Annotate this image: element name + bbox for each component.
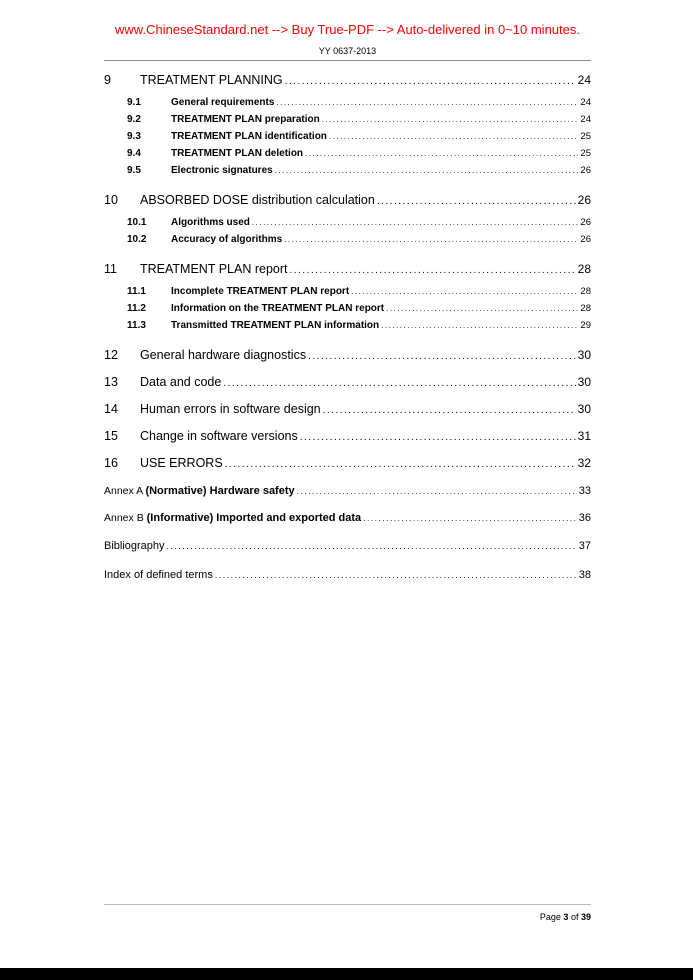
toc-leader-dots — [308, 351, 576, 363]
toc-leader-dots — [290, 265, 576, 277]
toc-entry — [104, 375, 591, 390]
toc-entry — [127, 303, 591, 315]
toc-entry — [127, 165, 591, 177]
toc-entry-title: ABSORBED DOSE distribution calculation — [140, 193, 375, 207]
toc-entry — [127, 114, 591, 126]
toc-leader-dots — [297, 486, 577, 496]
toc-leader-dots — [351, 287, 578, 297]
toc-entry-number: 9.5 — [127, 165, 141, 176]
of-word: of — [570, 912, 579, 922]
toc-entry-number: 12 — [104, 348, 118, 362]
toc-entry — [104, 456, 591, 471]
toc-entry-page: 25 — [580, 131, 591, 142]
toc-entry-page: 25 — [580, 148, 591, 159]
toc-entry-title: Algorithms used — [171, 217, 250, 228]
toc-entry — [127, 217, 591, 229]
toc-entry-page: 30 — [577, 402, 591, 416]
toc-leader-dots — [323, 405, 576, 417]
toc-entry-number: 15 — [104, 429, 118, 443]
toc-entry-page: 28 — [580, 286, 591, 297]
current-page: 3 — [563, 912, 569, 922]
toc-leader-dots — [381, 321, 578, 331]
page-number-indicator — [104, 912, 591, 922]
header-divider — [104, 60, 591, 61]
toc-entry — [127, 148, 591, 160]
toc-leader-dots — [275, 166, 579, 176]
bottom-edge-bar — [0, 968, 693, 980]
toc-entry-prefix: Annex B — [104, 512, 147, 525]
page-word: Page — [539, 912, 561, 922]
toc-entry-number: 9 — [104, 73, 111, 87]
toc-leader-dots — [167, 541, 577, 552]
toc-entry-number: 11.2 — [127, 303, 146, 314]
toc-entry-number: 9.4 — [127, 148, 141, 159]
toc-entry-page: 24 — [580, 114, 591, 125]
toc-entry — [104, 569, 591, 582]
toc-entry-number: 14 — [104, 402, 118, 416]
toc-entry-title: TREATMENT PLAN preparation — [171, 114, 320, 125]
toc-entry-title: Information on the TREATMENT PLAN report — [171, 303, 385, 314]
toc-leader-dots — [284, 235, 578, 245]
toc-entry — [127, 97, 591, 109]
toc-entry-page: 36 — [578, 512, 591, 525]
toc-entry-page: 26 — [580, 165, 591, 176]
toc-entry — [127, 131, 591, 143]
purchase-banner-link[interactable]: www.ChineseStandard.net --> Buy True-PDF --> Auto-delivered in 0~10 minutes. — [115, 22, 580, 37]
document-number: YY 0637-2013 — [318, 46, 377, 56]
toc-entry — [104, 262, 591, 277]
toc-leader-dots — [276, 98, 578, 108]
toc-entry-page: 28 — [577, 262, 591, 276]
toc-entry-number: 10.2 — [127, 234, 147, 245]
toc-entry-number: 10 — [104, 193, 118, 207]
toc-entry-page: 29 — [580, 320, 591, 331]
toc-entry-title: Incomplete TREATMENT PLAN report — [171, 286, 350, 297]
toc-entry-number: 9.1 — [127, 97, 141, 108]
toc-entry-page: 31 — [577, 429, 591, 443]
toc-entry-page: 26 — [580, 217, 591, 228]
toc-entry — [104, 540, 591, 553]
toc-entry — [104, 348, 591, 363]
toc-entry-number: 13 — [104, 375, 118, 389]
toc-leader-dots — [322, 115, 579, 125]
toc-leader-dots — [223, 378, 575, 390]
toc-entry-number: 11.1 — [127, 286, 146, 297]
toc-entry-number: 9.2 — [127, 114, 141, 125]
toc-entry-number: 16 — [104, 456, 118, 470]
toc-entry-title: (Informative) Imported and exported data — [146, 512, 362, 525]
toc-entry — [104, 402, 591, 417]
toc-entry-title: Electronic signatures — [171, 165, 273, 176]
toc-leader-dots — [363, 513, 577, 523]
toc-entry — [104, 429, 591, 444]
toc-entry-title: Human errors in software design — [140, 402, 321, 416]
toc-entry-title: Transmitted TREATMENT PLAN information — [171, 320, 380, 331]
toc-entry-title: General requirements — [171, 97, 275, 108]
toc-entry-page: 26 — [577, 193, 591, 207]
total-pages: 39 — [580, 912, 591, 922]
toc-leader-dots — [300, 432, 576, 444]
toc-entry-title: TREATMENT PLAN report — [140, 262, 288, 276]
toc-entry-page: 33 — [578, 485, 591, 497]
toc-leader-dots — [285, 76, 576, 88]
toc-entry-title: TREATMENT PLANNING — [140, 73, 283, 87]
toc-entry-page: 37 — [578, 540, 591, 553]
toc-entry-number: 10.1 — [127, 217, 147, 228]
toc-entry-page: 24 — [580, 97, 591, 108]
toc-entry-page: 28 — [580, 303, 591, 314]
toc-leader-dots — [329, 132, 579, 142]
toc-entry-number: 11.3 — [127, 320, 146, 331]
toc-entry — [104, 485, 591, 498]
toc-entry — [127, 286, 591, 298]
toc-entry-page: 30 — [577, 375, 591, 389]
toc-entry-title: General hardware diagnostics — [140, 348, 307, 362]
toc-leader-dots — [215, 570, 577, 581]
toc-entry — [104, 512, 591, 525]
toc-entry-title: Change in software versions — [140, 429, 298, 443]
toc-leader-dots — [252, 218, 579, 228]
toc-entry-title: USE ERRORS — [140, 456, 223, 470]
toc-entry — [127, 320, 591, 332]
toc-entry-title: Data and code — [140, 375, 222, 389]
toc-entry-number: 9.3 — [127, 131, 141, 142]
toc-leader-dots — [377, 196, 576, 208]
toc-entry-title: (Normative) Hardware safety — [145, 485, 295, 497]
toc-entry-title: Index of defined terms — [104, 568, 213, 581]
toc-leader-dots — [225, 459, 576, 471]
toc-entry-title: TREATMENT PLAN identification — [171, 131, 327, 142]
toc-entry-page: 26 — [580, 234, 591, 245]
footer-divider — [104, 904, 591, 905]
toc-entry-title: Bibliography — [104, 540, 165, 553]
toc-entry-number: 11 — [104, 262, 117, 276]
toc-entry — [104, 73, 591, 88]
toc-list — [104, 73, 591, 582]
toc-entry-prefix: Annex A — [104, 485, 146, 497]
page-body — [104, 0, 591, 582]
toc-entry-title: TREATMENT PLAN deletion — [171, 148, 304, 159]
toc-entry-page: 38 — [578, 568, 591, 581]
toc-entry-title: Accuracy of algorithms — [171, 234, 283, 245]
toc-entry-page: 30 — [577, 348, 591, 362]
toc-leader-dots — [386, 304, 578, 314]
toc-entry — [127, 234, 591, 246]
page-footer — [104, 904, 591, 922]
toc-leader-dots — [305, 149, 578, 159]
toc-entry-page: 24 — [577, 73, 591, 87]
toc-entry — [104, 193, 591, 208]
toc-entry-page: 32 — [577, 456, 591, 470]
